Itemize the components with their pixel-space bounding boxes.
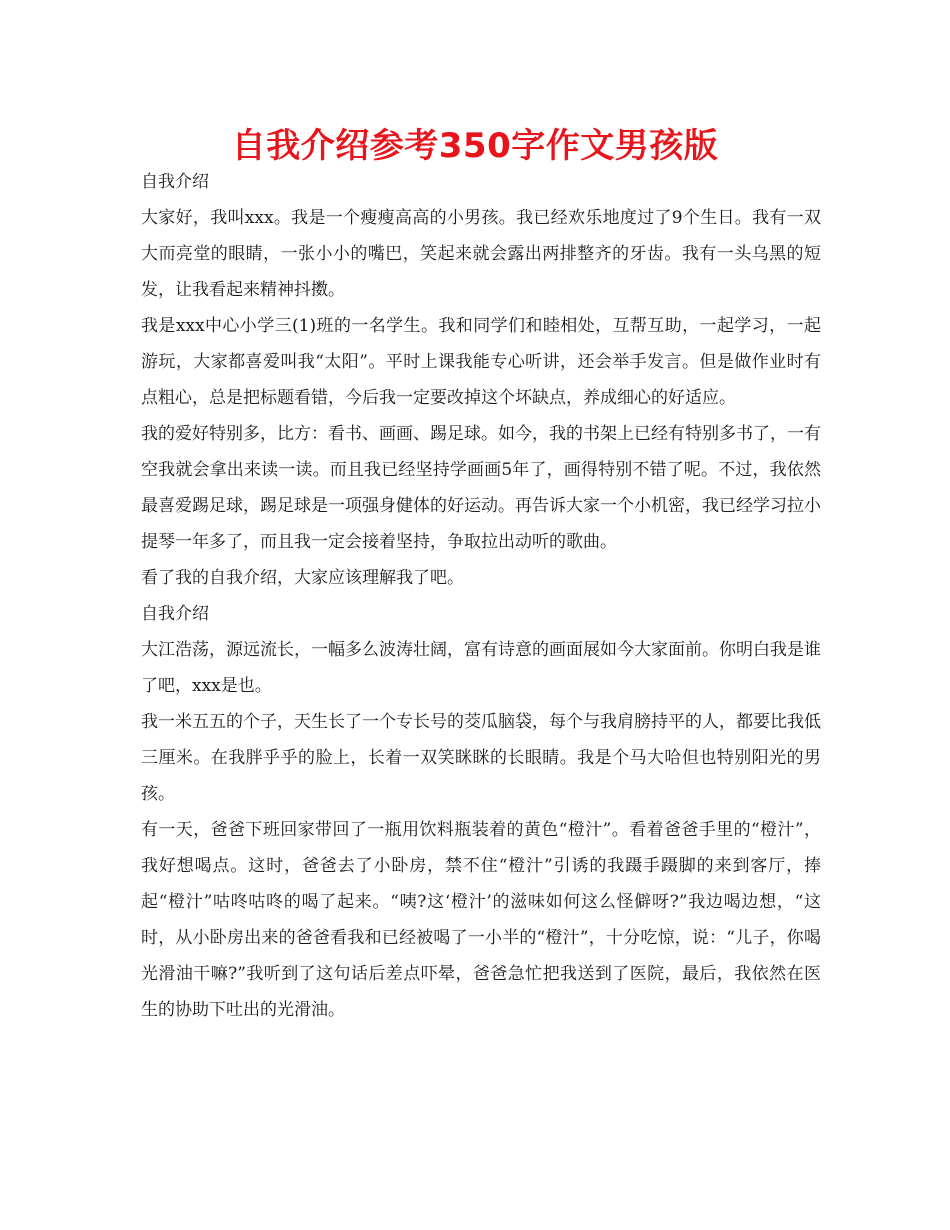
section-heading: 自我介绍 (141, 604, 209, 624)
paragraph: 大家好，我叫xxx。我是一个瘦瘦高高的小男孩。我已经欢乐地度过了9个生日。我有一双大而亮堂的眼睛，一张小小的嘴巴，笑起来就会露出两排整齐的牙齿。我有一头乌黑的短发，让我看起来精神抖擞。 (141, 208, 821, 300)
paragraph: 我的爱好特别多，比方：看书、画画、踢足球。如今，我的书架上已经有特别多书了，一有空我就会拿出来读一读。而且我已经坚持学画画5年了，画得特别不错了呢。不过，我依然最喜爱踢足球，踢足球是一项强身健体的好运动。再告诉大家一个小机密，我已经学习拉小提琴一年多了，而且我一定会接着坚持，争取拉出动听的歌曲。 (141, 424, 821, 552)
paragraph: 大江浩荡，源远流长，一幅多么波涛壮阔，富有诗意的画面展如今大家面前。你明白我是谁了吧，xxx是也。 (141, 640, 821, 696)
document-title: 自我介绍参考350字作文男孩版 (231, 126, 719, 166)
section-heading: 自我介绍 (141, 172, 209, 192)
paragraph: 有一天，爸爸下班回家带回了一瓶用饮料瓶装着的黄色“橙汁”。看着爸爸手里的“橙汁”，我好想喝点。这时，爸爸去了小卧房，禁不住“橙汁”引诱的我蹑手蹑脚的来到客厅，捧起“橙汁”咕咚咕咚的喝了起来。“咦?这‘橙汁’的滋味如何这么怪僻呀?”我边喝边想，“这时，从小卧房出来的爸爸看我和已经被喝了一小半的“橙汁”，十分吃惊，说：“儿子，你喝光滑油干嘛?”我听到了这句话后差点吓晕，爸爸急忙把我送到了医院，最后，我依然在医生的协助下吐出的光滑油。 (141, 820, 821, 1020)
paragraph: 我是xxx中心小学三(1)班的一名学生。我和同学们和睦相处，互帮互助，一起学习，一起游玩，大家都喜爱叫我“太阳”。平时上课我能专心听讲，还会举手发言。但是做作业时有点粗心，总是把标题看错，今后我一定要改掉这个坏缺点，养成细心的好适应。 (141, 316, 821, 408)
paragraph: 我一米五五的个子，天生长了一个专长号的茭瓜脑袋，每个与我肩膀持平的人，都要比我低三厘米。在我胖乎乎的脸上，长着一双笑眯眯的长眼睛。我是个马大哈但也特别阳光的男孩。 (141, 712, 821, 804)
document-body (141, 164, 821, 1028)
paragraph: 看了我的自我介绍，大家应该理解我了吧。 (141, 568, 464, 588)
